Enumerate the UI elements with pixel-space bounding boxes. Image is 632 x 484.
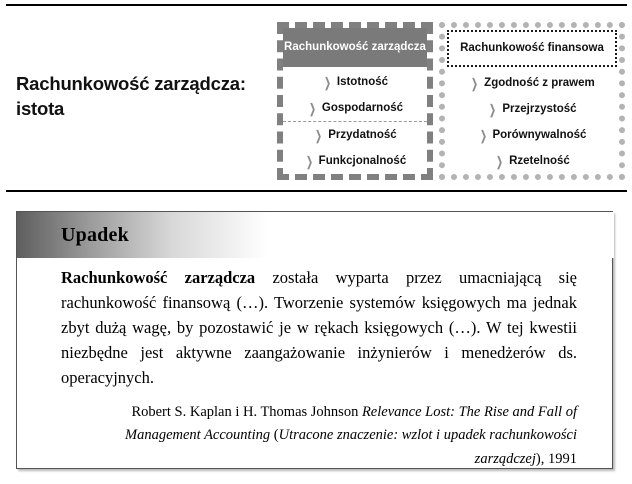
list-item-label: Porównywalność [492, 129, 587, 141]
chevron-right-icon: ❭ [308, 100, 317, 116]
diagram-column-financial-accounting [439, 22, 625, 180]
quote-heading: Upadek [61, 224, 129, 246]
column-header-management-accounting: Rachunkowość zarządcza [283, 28, 427, 67]
quote-box-frame [16, 211, 613, 469]
comparison-diagram [277, 22, 625, 180]
chevron-right-icon: ❭ [314, 127, 324, 143]
chevron-right-icon: ❭ [488, 101, 498, 117]
list-item-label: Gospodarność [321, 102, 404, 114]
list-item-label: Rzetelność [509, 155, 570, 167]
chevron-right-icon: ❭ [470, 75, 480, 91]
page-title: Rachunkowość zarządcza: istota [16, 73, 246, 119]
list-item-label: Zgodność z prawem [484, 77, 595, 89]
list-item [283, 95, 427, 122]
column-items-financial-accounting [445, 68, 619, 174]
list-item-label: Funkcjonalność [318, 155, 407, 167]
column-items-management-accounting [283, 67, 427, 174]
chevron-right-icon: ❭ [495, 153, 505, 169]
top-section [0, 6, 632, 188]
quote-body-rest: została wyparta przez umacniającą się rachunkowość finansową (…). Tworzenie systemów księgowych ma jednak zbyt dużą wagę, by pozostawić je w rękach księgowych (…). W tej kwestii niezbędne jest aktywne zaangażowanie inżynierów i menedżerów ds. operacyjnych. [61, 268, 577, 388]
quote-attribution [61, 401, 577, 471]
list-item [445, 122, 619, 148]
list-item [445, 96, 619, 122]
chevron-right-icon: ❭ [304, 153, 314, 169]
section-divider-rule [6, 190, 627, 192]
list-item [445, 70, 619, 96]
attribution-authors: Robert S. Kaplan i H. Thomas Johnson [131, 404, 362, 420]
list-item-label: Przejrzystość [502, 103, 577, 115]
attribution-open-paren: ( [270, 427, 279, 444]
attribution-title-english: Relevance Lost: The Rise and Fall of Management Accounting [125, 404, 577, 444]
diagram-column-management-accounting [277, 22, 433, 180]
attribution-title-polish: Utracone znaczenie: wzlot i upadek rachunkowości zarządczej [278, 427, 577, 467]
quote-callout [16, 211, 613, 469]
list-item [445, 148, 619, 174]
list-item [283, 148, 427, 174]
column-header-financial-accounting: Rachunkowość finansowa [447, 30, 617, 67]
attribution-year: ), 1991 [535, 450, 577, 467]
list-item [283, 122, 427, 148]
list-item [283, 69, 427, 95]
list-item-label: Istotność [336, 76, 389, 88]
chevron-right-icon: ❭ [323, 74, 332, 90]
quote-body [61, 265, 577, 390]
list-item-label: Przydatność [328, 129, 397, 141]
chevron-right-icon: ❭ [478, 127, 488, 143]
quote-body-lead: Rachunkowość zarządcza [61, 268, 256, 287]
